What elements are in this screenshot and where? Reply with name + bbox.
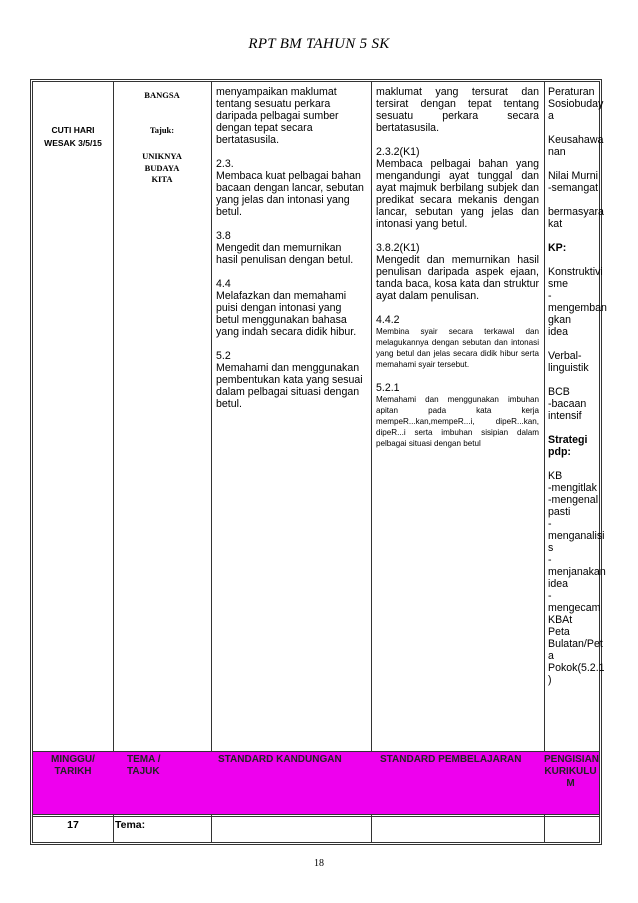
pengisian-line: -bacaan [548,398,587,410]
header-minggu-tarikh [33,752,113,814]
standard-text: Membaca kuat pelbagai bahan bacaan dengan lancar, sebutan yang jelas dan intonasi yang betul. [216,170,364,218]
header-tema-tajuk [113,752,211,814]
standard-code: 3.8.2(K1) [376,242,420,254]
pengisian-line: Sosiobuday [548,98,604,110]
pengisian-line: -mengitlak [548,482,597,494]
standard-code: 4.4 [216,278,231,290]
standard-code: 3.8 [216,230,231,242]
pengisian-line: -mengenal [548,494,599,506]
standard-kandungan-cell [211,82,371,751]
header-line: TAJUK [127,766,160,777]
spacer [216,218,366,230]
pengisian-line: sme [548,278,569,290]
standard-code: 5.2.1 [376,382,400,394]
pengisian-line: Verbal- [548,350,582,362]
standard-text: menyampaikan maklumat tentang sesuatu perkara daripada pelbagai sumber dengan tepat secara bertatasusila. [216,86,339,146]
tema-cell [113,82,211,751]
pengisian-line: -mengecam [548,590,601,614]
spacer [548,194,599,206]
pengisian-line: idea [548,326,569,338]
empty-cell [371,817,544,844]
standard-pembelajaran-cell [371,82,544,751]
header-line: PENGISIAN [544,754,600,765]
spacer [548,254,599,266]
standard-text: Mengedit dan memurnikan hasil penulisan dengan betul. [216,242,354,266]
header-standard-pembelajaran [371,752,544,814]
cuti-line: CUTI HARI [51,125,95,135]
spacer [548,158,599,170]
week-number: 17 [67,819,79,831]
pengisian-line: Pokok(5.2.1 [548,662,605,674]
week-tema-label: Tema: [115,819,146,831]
header-line: TEMA / [127,754,161,765]
spacer [376,134,539,146]
standard-code: 2.3. [216,158,234,170]
spacer [548,458,599,470]
pengisian-line: Peraturan [548,86,595,98]
standard-text: Membaca pelbagai bahan yang mengandungi ayat tunggal dan ayat majmuk berbilang subjek dan predikat secara mekanis dengan lancar, sebutan yang jelas dan intonasi yang betul. [376,158,539,230]
pengisian-line: Nilai Murni [548,170,599,182]
pengisian-line: KP: [548,242,567,254]
pengisian-line: KB [548,470,563,482]
standard-text: Memahami dan menggunakan imbuhan apitan pada kata kerja mempeR...kan,mempeR...i, dipeR...kan, dipeR...i serta imbuhan sisipian dalam pelbagai situasi dengan betul [376,395,539,448]
tajuk-line: KITA [151,174,173,184]
header-standard-kandungan [211,752,371,814]
header-line: M [566,778,575,789]
pengisian-line: pasti [548,506,571,518]
tajuk-label: Tajuk: [149,124,175,135]
pengisian-line: a [548,110,554,122]
header-line: TARIKH [54,766,92,777]
pengisian-line: idea [548,578,569,590]
pengisian-line: kat [548,218,563,230]
pengisian-line: s [548,542,554,554]
spacer [548,338,599,350]
header-line: KURIKULU [544,766,597,777]
pengisian-line: Bulatan/Pet [548,638,603,650]
spacer [376,230,539,242]
pengisian-line: linguistik [548,362,589,374]
pengisian-line: - [548,554,552,566]
standard-text: Melafazkan dan memahami puisi dengan intonasi yang betul menggunakan bahasa yang indah secara didik hibur. [216,290,357,338]
page-header-title: RPT BM TAHUN 5 SK [248,36,390,52]
pengisian-line: - [548,518,552,530]
minggu-cell [33,82,113,751]
pengisian-line: -semangat [548,182,599,194]
spacer [216,338,366,350]
pengisian-kurikulum-cell [544,82,607,751]
pengisian-line: Keusahawa [548,134,604,146]
pengisian-line: pdp: [548,446,571,458]
pengisian-line: bermasyara [548,206,604,218]
standard-code: 2.3.2(K1) [376,146,420,158]
spacer [548,230,599,242]
pengisian-line: a [548,650,554,662]
pengisian-line: gkan [548,314,571,326]
header-pengisian-kurikulum [544,752,599,814]
standard-text: Membina syair secara terkawal dan melagukannya dengan sebutan dan intonasi yang betul dan jelas secara didik hibur serta memahami syair tersebut. [376,327,539,369]
spacer [216,146,366,158]
empty-cell [211,817,371,844]
pengisian-line: mengemban [548,302,607,314]
standard-text: Mengedit dan memurnikan hasil penulisan daripada aspek ejaan, tanda baca, kosa kata dan struktur ayat dalam penulisan. [376,254,539,302]
pengisian-line: - [548,290,552,302]
pengisian-line: Peta [548,626,570,638]
spacer [216,266,366,278]
pengisian-line: ) [548,674,552,686]
standard-text: Memahami dan menggunakan pembentukan kata yang sesuai dalam pelbagai situasi dengan betul. [216,362,363,410]
tajuk-line: BUDAYA [144,162,180,173]
standard-text: maklumat yang tersurat dan tersirat dengan tepat tentang sesuatu perkara secara bertatasusila. [376,86,539,134]
cuti-line: WESAK 3/5/15 [44,138,102,148]
pengisian-line: Strategi [548,434,588,446]
spacer [376,370,539,382]
spacer [376,302,539,314]
page-number: 18 [314,858,324,869]
header-line: MINGGU/ [51,754,95,765]
empty-cell [544,817,599,844]
pengisian-line: menjanakan [548,566,606,578]
spacer [548,422,599,434]
header-line: STANDARD PEMBELAJARAN [380,754,522,765]
pengisian-line: intensif [548,410,582,422]
spacer [548,374,599,386]
pengisian-line: BCB [548,386,570,398]
pengisian-line: KBAt [548,614,573,626]
pengisian-line: nan [548,146,566,158]
spacer [548,122,599,134]
tajuk-line: UNIKNYA [142,151,182,161]
pengisian-line: Konstruktivi [548,266,603,278]
header-line: STANDARD KANDUNGAN [218,754,342,765]
standard-code: 5.2 [216,350,231,362]
rpt-table [30,79,607,845]
standard-code: 4.4.2 [376,314,400,326]
pengisian-line: menganalisi [548,530,605,542]
tema-name: BANGSA [144,90,180,100]
